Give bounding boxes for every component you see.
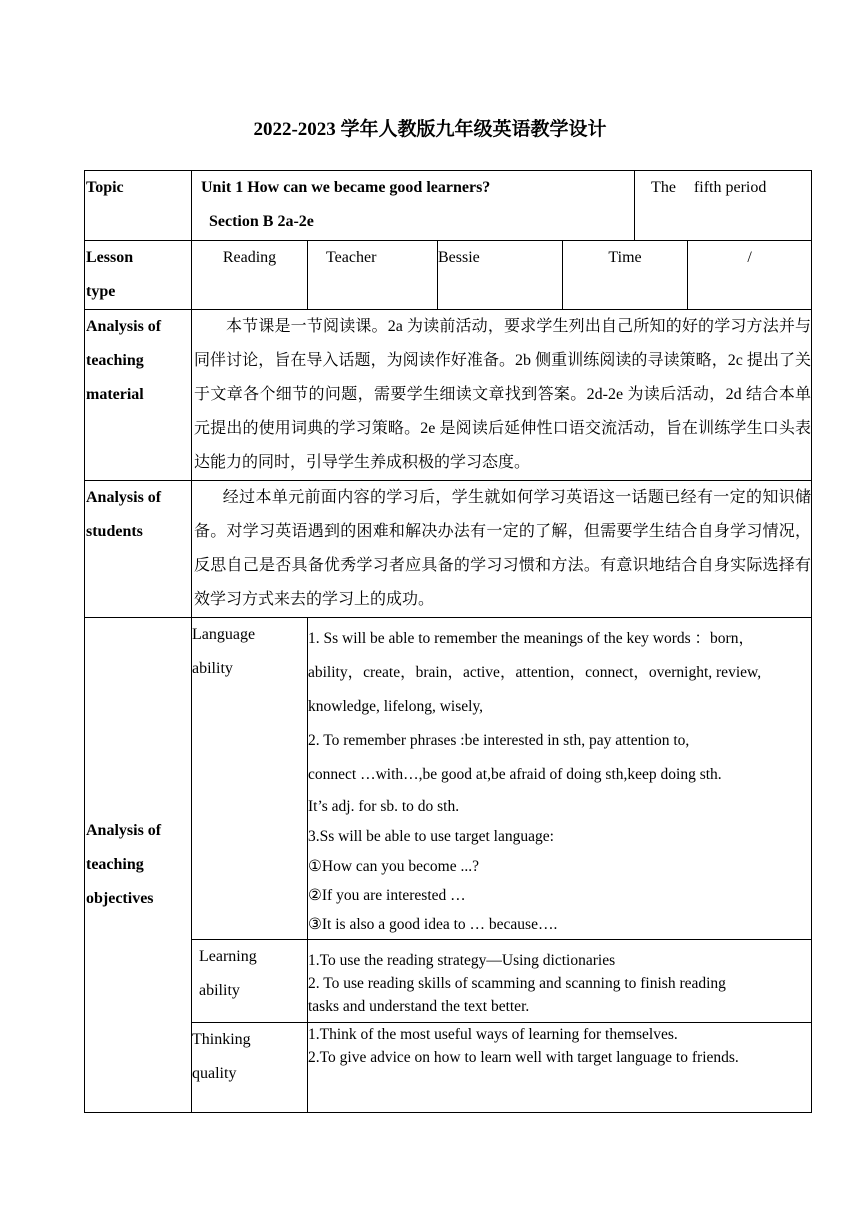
topic-label-cell bbox=[85, 171, 192, 241]
language-objectives bbox=[308, 618, 812, 940]
material-text: 本节课是一节阅读课。2a 为读前活动，要求学生列出自己所知的好的学习方法并与同伴讨论，旨在导入话题，为阅读作好准备。2b 侧重训练阅读的寻读策略，2c 提出了关于文章各个细节的问题，需要学生细读文章找到答案。2d-2e 为读后活动，2d 结合本单元提出的使用词典的学习策略。2e 是阅读后延伸性口语交流活动，旨在训练学生口头表达能力的同时，引导学生养成积极的学习态度。 bbox=[192, 310, 812, 481]
students-text: 经过本单元前面内容的学习后，学生就如何学习英语这一话题已经有一定的知识储备。对学习英语遇到的困难和解决办法有一定的了解，但需要学生结合自身学习情况，反思自己是否具备优秀学习者应具备的学习习惯和方法。有意识地结合自身实际选择有效学习方式来去的学习上的成功。 bbox=[192, 481, 812, 618]
learning-label-cell bbox=[192, 940, 308, 1023]
teacher-value: Bessie bbox=[438, 241, 563, 310]
objectives-label-c: objectives bbox=[86, 890, 154, 907]
thinking-label-b: quality bbox=[192, 1065, 237, 1082]
learning-objectives bbox=[308, 940, 812, 1023]
students-row bbox=[85, 481, 812, 618]
time-value: / bbox=[688, 241, 812, 310]
learning-line: 1.To use the reading strategy—Using dictionaries bbox=[308, 952, 616, 969]
lesson-type-value: Reading bbox=[192, 241, 308, 310]
learning-line: 2. To use reading skills of scamming and scanning to finish reading bbox=[308, 975, 726, 992]
objectives-label-a: Analysis of bbox=[86, 822, 162, 839]
period-cell bbox=[635, 171, 812, 241]
learning-ability-row bbox=[85, 940, 812, 1023]
students-label-cell bbox=[85, 481, 192, 618]
learning-line: tasks and understand the text better. bbox=[308, 998, 530, 1015]
language-label-b: ability bbox=[192, 660, 233, 677]
topic-unit: Unit 1 How can we became good learners? bbox=[201, 179, 491, 196]
learning-label-a: Learning bbox=[199, 948, 257, 965]
language-label-cell bbox=[192, 618, 308, 940]
material-row bbox=[85, 310, 812, 481]
thinking-line: 1.Think of the most useful ways of learning for themselves. bbox=[308, 1026, 678, 1043]
lesson-type-row bbox=[85, 241, 812, 310]
teacher-label: Teacher bbox=[308, 241, 438, 310]
learning-label-b: ability bbox=[199, 982, 240, 999]
topic-section: Section B 2a-2e bbox=[209, 213, 314, 230]
thinking-quality-row bbox=[85, 1023, 812, 1113]
material-label-c: material bbox=[86, 386, 144, 403]
language-line: 3.Ss will be able to use target language: bbox=[308, 828, 554, 845]
students-label-a: Analysis of bbox=[86, 489, 162, 506]
language-line: 1. Ss will be able to remember the meanings of the key words ：born， bbox=[308, 630, 754, 647]
language-line: 2. To remember phrases :be interested in sth, pay attention to, bbox=[308, 732, 690, 749]
lesson-plan-table bbox=[84, 170, 812, 1113]
topic-value-cell bbox=[192, 171, 635, 241]
thinking-objectives bbox=[308, 1023, 812, 1113]
language-label-a: Language bbox=[192, 626, 256, 643]
material-label-cell bbox=[85, 310, 192, 481]
language-line: connect …with…,be good at,be afraid of doing sth,keep doing sth. bbox=[308, 766, 722, 783]
thinking-line: 2.To give advice on how to learn well with target language to friends. bbox=[308, 1049, 739, 1066]
material-label-a: Analysis of bbox=[86, 318, 162, 335]
document-title: 2022-2023 学年人教版九年级英语教学设计 bbox=[253, 119, 607, 140]
period-value: fifth period bbox=[693, 179, 767, 196]
thinking-label-a: Thinking bbox=[192, 1031, 251, 1048]
language-line: knowledge, lifelong, wisely, bbox=[308, 698, 484, 715]
objectives-label-cell bbox=[85, 618, 192, 1113]
topic-row bbox=[85, 171, 812, 241]
language-line: It’s adj. for sb. to do sth. bbox=[308, 798, 460, 815]
lesson-type-label-a: Lesson bbox=[86, 249, 134, 266]
language-line: ①How can you become ...? bbox=[308, 858, 479, 875]
students-label-b: students bbox=[86, 523, 143, 540]
topic-label: Topic bbox=[86, 179, 124, 196]
material-label-b: teaching bbox=[86, 352, 144, 369]
time-label: Time bbox=[563, 241, 688, 310]
thinking-label-cell bbox=[192, 1023, 308, 1113]
lesson-type-label-b: type bbox=[86, 283, 116, 300]
language-line: ②If you are interested … bbox=[308, 887, 466, 904]
language-line: ability，create，brain，active，attention，connect，overnight, review, bbox=[308, 664, 762, 681]
language-ability-row bbox=[85, 618, 812, 940]
language-line: ③It is also a good idea to … because…. bbox=[308, 916, 558, 933]
period-prefix: The bbox=[651, 179, 676, 196]
objectives-label-b: teaching bbox=[86, 856, 144, 873]
lesson-type-label-cell bbox=[85, 241, 192, 310]
